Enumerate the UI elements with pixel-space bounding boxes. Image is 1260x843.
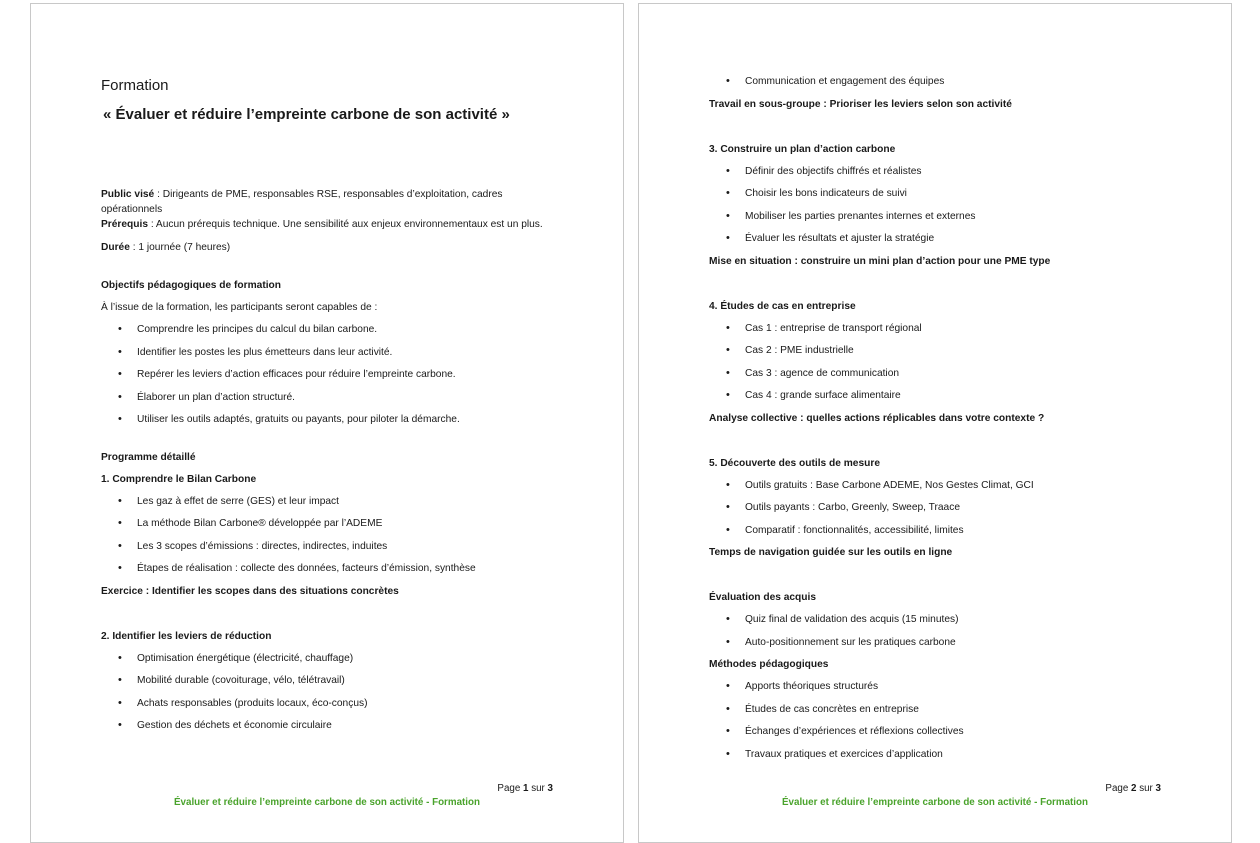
- list-item: • La méthode Bilan Carbone® développée par l’ADEME: [101, 516, 561, 531]
- prerequis-label: Prérequis: [101, 219, 148, 230]
- duree-label: Durée: [101, 242, 130, 253]
- list-item: • Utiliser les outils adaptés, gratuits ou payants, pour piloter la démarche.: [101, 412, 561, 427]
- list-item: • Les 3 scopes d’émissions : directes, indirectes, induites: [101, 539, 561, 554]
- list-item: • Échanges d’expériences et réflexions collectives: [709, 724, 1179, 739]
- list-item: • Outils gratuits : Base Carbone ADEME, Nos Gestes Climat, GCI: [709, 478, 1179, 493]
- duree-text: : 1 journée (7 heures): [129, 242, 231, 253]
- list-item: • Définir des objectifs chiffrés et réalistes: [709, 164, 1179, 179]
- section-1-heading: 1. Comprendre le Bilan Carbone: [101, 473, 257, 485]
- page-number: Page 2 sur 3: [1105, 783, 1161, 794]
- public-label: Public visé: [101, 189, 155, 200]
- list-item: • Choisir les bons indicateurs de suivi: [709, 186, 1179, 201]
- public-line: [101, 187, 561, 217]
- prerequis-line: [101, 217, 561, 232]
- objectifs-list: [101, 322, 561, 427]
- page-1-body: [101, 76, 561, 741]
- list-item: • Élaborer un plan d’action structuré.: [101, 390, 561, 405]
- list-item: • Repérer les leviers d’action efficaces pour réduire l’empreinte carbone.: [101, 367, 561, 382]
- continued-list: [709, 74, 1179, 89]
- section-3-list: [709, 164, 1179, 247]
- section-1-list: [101, 494, 561, 577]
- footer-title: Évaluer et réduire l’empreinte carbone de son activité - Formation: [782, 797, 1088, 808]
- list-item: • Comprendre les principes du calcul du bilan carbone.: [101, 322, 561, 337]
- section-3-heading: 3. Construire un plan d’action carbone: [709, 143, 896, 155]
- objectifs-heading: Objectifs pédagogiques de formation: [101, 280, 281, 291]
- list-item: • Travaux pratiques et exercices d’application: [709, 747, 1179, 762]
- list-item: • Mobilité durable (covoiturage, vélo, télétravail): [101, 673, 561, 688]
- methodes-heading: Méthodes pédagogiques: [709, 659, 829, 670]
- document-title: « Évaluer et réduire l’empreinte carbone de son activité »: [103, 106, 510, 123]
- evaluation-heading: Évaluation des acquis: [709, 592, 817, 603]
- list-item: • Optimisation énergétique (électricité, chauffage): [101, 651, 561, 666]
- list-item: • Mobiliser les parties prenantes internes et externes: [709, 209, 1179, 224]
- document-kicker: Formation: [101, 77, 169, 94]
- evaluation-list: [709, 612, 1179, 650]
- prerequis-text: : Aucun prérequis technique. Une sensibilité aux enjeux environnementaux est un plus.: [148, 219, 543, 230]
- public-text: : Dirigeants de PME, responsables RSE, responsables d’exploitation, cadres opérationnels: [101, 189, 503, 215]
- footer-title: Évaluer et réduire l’empreinte carbone de son activité - Formation: [174, 797, 480, 808]
- objectifs-intro: À l’issue de la formation, les participants seront capables de :: [101, 302, 378, 313]
- list-item: • Étapes de réalisation : collecte des données, facteurs d’émission, synthèse: [101, 561, 561, 576]
- section-4-list: [709, 321, 1179, 404]
- list-item: • Comparatif : fonctionnalités, accessibilité, limites: [709, 523, 1179, 538]
- section-5-heading: 5. Découverte des outils de mesure: [709, 457, 880, 469]
- section-3-activity: Mise en situation : construire un mini plan d’action pour une PME type: [709, 255, 1051, 267]
- document-page-1: [30, 3, 624, 843]
- list-item: • Apports théoriques structurés: [709, 679, 1179, 694]
- list-item: • Évaluer les résultats et ajuster la stratégie: [709, 231, 1179, 246]
- section-4-heading: 4. Études de cas en entreprise: [709, 300, 856, 312]
- page-number: Page 1 sur 3: [497, 783, 553, 794]
- list-item: • Outils payants : Carbo, Greenly, Sweep, Traace: [709, 500, 1179, 515]
- section-2-list: [101, 651, 561, 734]
- list-item: • Cas 2 : PME industrielle: [709, 343, 1179, 358]
- document-page-2: [638, 3, 1232, 843]
- section-5-list: [709, 478, 1179, 538]
- methodes-list: [709, 679, 1179, 762]
- list-item: • Cas 1 : entreprise de transport régional: [709, 321, 1179, 336]
- list-item: • Auto-positionnement sur les pratiques carbone: [709, 635, 1179, 650]
- section-2-heading: 2. Identifier les leviers de réduction: [101, 630, 272, 642]
- continued-activity: Travail en sous-groupe : Prioriser les leviers selon son activité: [709, 98, 1012, 110]
- list-item: • Études de cas concrètes en entreprise: [709, 702, 1179, 717]
- section-4-activity: Analyse collective : quelles actions réplicables dans votre contexte ?: [709, 412, 1045, 424]
- list-item: • Achats responsables (produits locaux, éco-conçus): [101, 696, 561, 711]
- list-item: • Cas 3 : agence de communication: [709, 366, 1179, 381]
- duree-line: [101, 240, 561, 255]
- list-item: • Identifier les postes les plus émetteurs dans leur activité.: [101, 345, 561, 360]
- section-5-activity: Temps de navigation guidée sur les outils en ligne: [709, 547, 953, 558]
- list-item: • Gestion des déchets et économie circulaire: [101, 718, 561, 733]
- list-item: • Les gaz à effet de serre (GES) et leur impact: [101, 494, 561, 509]
- list-item: • Quiz final de validation des acquis (15 minutes): [709, 612, 1179, 627]
- list-item: • Communication et engagement des équipes: [709, 74, 1179, 89]
- page-2-body: [709, 74, 1179, 769]
- section-1-activity: Exercice : Identifier les scopes dans des situations concrètes: [101, 585, 399, 597]
- list-item: • Cas 4 : grande surface alimentaire: [709, 388, 1179, 403]
- programme-heading: Programme détaillé: [101, 451, 196, 463]
